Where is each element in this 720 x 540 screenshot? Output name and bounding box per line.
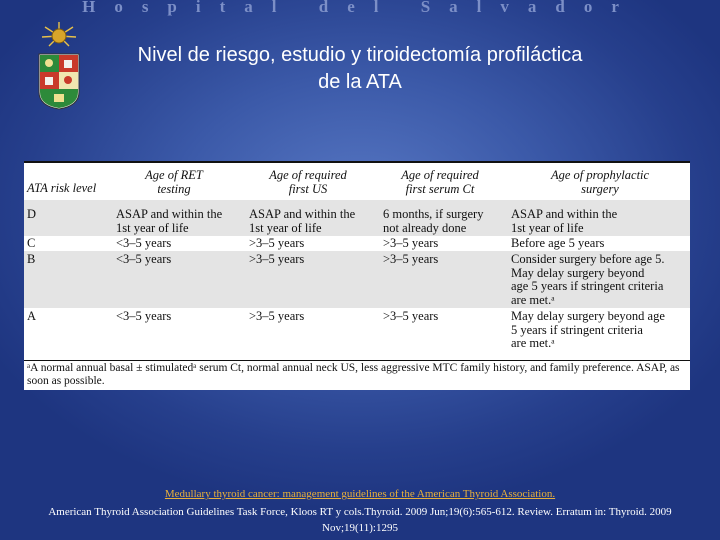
- source-citation: American Thyroid Association Guidelines Task Force, Kloos RT y cols.Thyroid. 2009 Jun;19(6):565-612. Review. Erratum in: Thyroid. 2009 Nov;19(11):1295: [48, 506, 672, 534]
- cell-a-level: A: [27, 309, 37, 323]
- cell-b-level: B: [27, 252, 36, 266]
- cell-d-ct: 6 months, if surgery not already done: [383, 207, 484, 235]
- cell-b-ret: <3–5 years: [116, 252, 172, 266]
- cell-c-surgery: Before age 5 years: [511, 236, 605, 250]
- table-top-rule: [24, 161, 690, 163]
- cell-c-us: >3–5 years: [249, 236, 305, 250]
- cell-c-level: C: [27, 236, 36, 250]
- header-ret-testing: Age of RET testing: [145, 168, 203, 196]
- cell-c-ct: >3–5 years: [383, 236, 439, 250]
- table-footnote-rule: [24, 360, 690, 361]
- table-footnote: ᵃA normal annual basal ± stimulatedᵃ serum Ct, normal annual neck US, less aggressive MTC family history, and family preference. ASAP, as soon as possible.: [27, 362, 680, 387]
- cell-b-surgery: Consider surgery before age 5. May delay surgery beyond age 5 years if stringent criteria are met.ᵃ: [511, 252, 665, 307]
- cell-a-us: >3–5 years: [249, 309, 305, 323]
- cell-a-surgery: May delay surgery beyond age 5 years if stringent criteria are met.ᵃ: [511, 309, 665, 350]
- source-link[interactable]: Medullary thyroid cancer: management guidelines of the American Thyroid Association.: [164, 488, 556, 500]
- cell-a-ct: >3–5 years: [383, 309, 439, 323]
- header-first-us: Age of required first US: [269, 168, 347, 196]
- cell-d-ret: ASAP and within the 1st year of life: [116, 207, 223, 235]
- cell-d-surgery: ASAP and within the 1st year of life: [511, 207, 618, 235]
- cell-c-ret: <3–5 years: [116, 236, 172, 250]
- university-crest-icon: [36, 22, 82, 110]
- cell-b-ct: >3–5 years: [383, 252, 439, 266]
- header-first-ct: Age of required first serum Ct: [401, 168, 479, 196]
- slide-title: [90, 42, 630, 96]
- slide-title-line2: de la ATA: [318, 71, 402, 93]
- slide-title-line1: Nivel de riesgo, estudio y tiroidectomía profiláctica: [137, 44, 583, 66]
- cell-b-us: >3–5 years: [249, 252, 305, 266]
- cell-d-level: D: [27, 207, 37, 221]
- cell-d-us: ASAP and within the 1st year of life: [249, 207, 356, 235]
- risk-table: [24, 161, 690, 390]
- hospital-header: Hospital del Salvador: [82, 0, 638, 16]
- header-risk-level: ATA risk level: [27, 181, 97, 195]
- header-surgery: Age of prophylactic surgery: [550, 168, 650, 196]
- cell-a-ret: <3–5 years: [116, 309, 172, 323]
